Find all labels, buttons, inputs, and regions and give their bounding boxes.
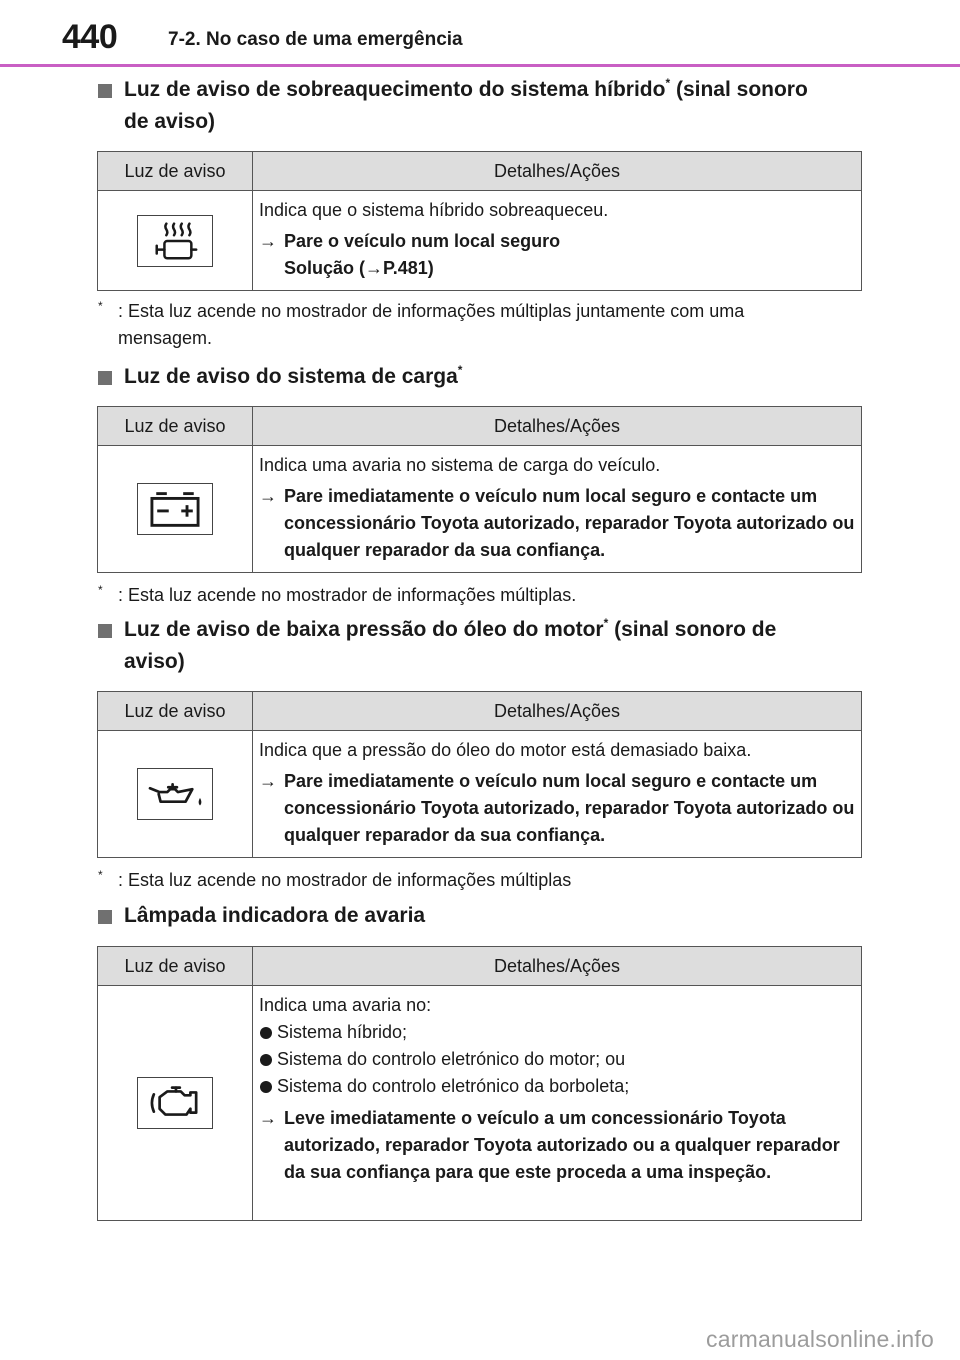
section-heading-oil-pressure	[98, 614, 838, 678]
details-cell	[253, 191, 862, 291]
page-number: 440	[62, 18, 118, 56]
arrow-right-icon: →	[259, 231, 277, 251]
icon-cell	[98, 446, 253, 573]
description-text: Indica uma avaria no:	[259, 995, 432, 1015]
footnote-marker: *	[457, 363, 463, 377]
list-item: Sistema híbrido;	[259, 1019, 855, 1046]
oil-pressure-icon	[137, 768, 213, 820]
footnote-marker: *	[665, 76, 671, 90]
list-item: Sistema do controlo eletrónico do motor; ou	[259, 1046, 855, 1073]
footnote: * : Esta luz acende no mostrador de informações múltiplas	[98, 868, 572, 890]
details-cell	[253, 446, 862, 573]
solution-link[interactable]: Solução (→P.481)	[284, 258, 434, 278]
hybrid-system-overheat-icon	[137, 215, 213, 267]
section-heading-hybrid-overheat	[98, 74, 838, 138]
description-text: Indica uma avaria no sistema de carga do veículo.	[259, 455, 661, 475]
action-text: → Pare imediatamente o veículo num local seguro e contacte um concessionário Toyota autorizado, reparador Toyota autorizado ou qualquer reparador da sua confiança.	[259, 768, 855, 849]
heading-suffix: (sinal sonoro de aviso)	[124, 78, 808, 133]
section-heading-malfunction-indicator	[98, 900, 838, 932]
icon-cell	[98, 986, 253, 1221]
icon-cell	[98, 731, 253, 858]
round-bullet-icon	[260, 1027, 272, 1039]
arrow-right-icon: →	[259, 486, 277, 506]
arrow-right-icon: →	[259, 771, 277, 791]
footnote: * : Esta luz acende no mostrador de informações múltiplas juntamente com uma mensagem.	[98, 299, 745, 348]
heading-text: Luz de aviso de baixa pressão do óleo do motor	[124, 618, 604, 641]
round-bullet-icon	[260, 1054, 272, 1066]
icon-cell	[98, 191, 253, 291]
heading-suffix: (sinal sonoro de aviso)	[124, 618, 777, 673]
column-header-details: Detalhes/Ações	[253, 407, 862, 446]
action-text: → Pare o veículo num local seguro Solução (→P.481)	[259, 228, 855, 282]
square-bullet-icon	[98, 910, 112, 924]
column-header-warning-light: Luz de aviso	[98, 947, 253, 986]
column-header-details: Detalhes/Ações	[253, 692, 862, 731]
details-cell	[253, 731, 862, 858]
watermark: carmanualsonline.info	[706, 1326, 934, 1352]
heading-text: Lâmpada indicadora de avaria	[124, 904, 426, 927]
column-header-warning-light: Luz de aviso	[98, 692, 253, 731]
section-heading-charging-system	[98, 361, 838, 393]
description-text: Indica que a pressão do óleo do motor está demasiado baixa.	[259, 740, 752, 760]
action-text: → Pare imediatamente o veículo num local seguro e contacte um concessionário Toyota autorizado, reparador Toyota autorizado ou qualquer reparador da sua confiança.	[259, 483, 855, 564]
description-text: Indica que o sistema híbrido sobreaqueceu.	[259, 200, 609, 220]
column-header-warning-light: Luz de aviso	[98, 407, 253, 446]
warning-table-malfunction-indicator	[97, 946, 862, 1221]
list-item: Sistema do controlo eletrónico da borboleta;	[259, 1073, 855, 1100]
footnote-marker: *	[603, 616, 609, 630]
action-text: → Leve imediatamente o veículo a um concessionário Toyota autorizado, reparador Toyota autorizado ou a qualquer reparador da sua confiança para que este proceda a uma inspeção.	[259, 1105, 855, 1186]
footnote: * : Esta luz acende no mostrador de informações múltiplas.	[98, 583, 577, 605]
warning-table-hybrid-overheat	[97, 151, 862, 291]
round-bullet-icon	[260, 1081, 272, 1093]
square-bullet-icon	[98, 84, 112, 98]
header-rule	[0, 64, 960, 67]
heading-text: Luz de aviso do sistema de carga	[124, 365, 458, 388]
battery-charging-icon	[137, 483, 213, 535]
warning-table-oil-pressure	[97, 691, 862, 858]
check-engine-icon	[137, 1077, 213, 1129]
arrow-right-icon: →	[259, 1108, 277, 1128]
square-bullet-icon	[98, 624, 112, 638]
square-bullet-icon	[98, 371, 112, 385]
column-header-details: Detalhes/Ações	[253, 152, 862, 191]
heading-text: Luz de aviso de sobreaquecimento do sistema híbrido	[124, 78, 666, 101]
column-header-details: Detalhes/Ações	[253, 947, 862, 986]
details-cell	[253, 986, 862, 1221]
chapter-title: 7-2. No caso de uma emergência	[168, 29, 463, 50]
warning-table-charging-system	[97, 406, 862, 573]
column-header-warning-light: Luz de aviso	[98, 152, 253, 191]
